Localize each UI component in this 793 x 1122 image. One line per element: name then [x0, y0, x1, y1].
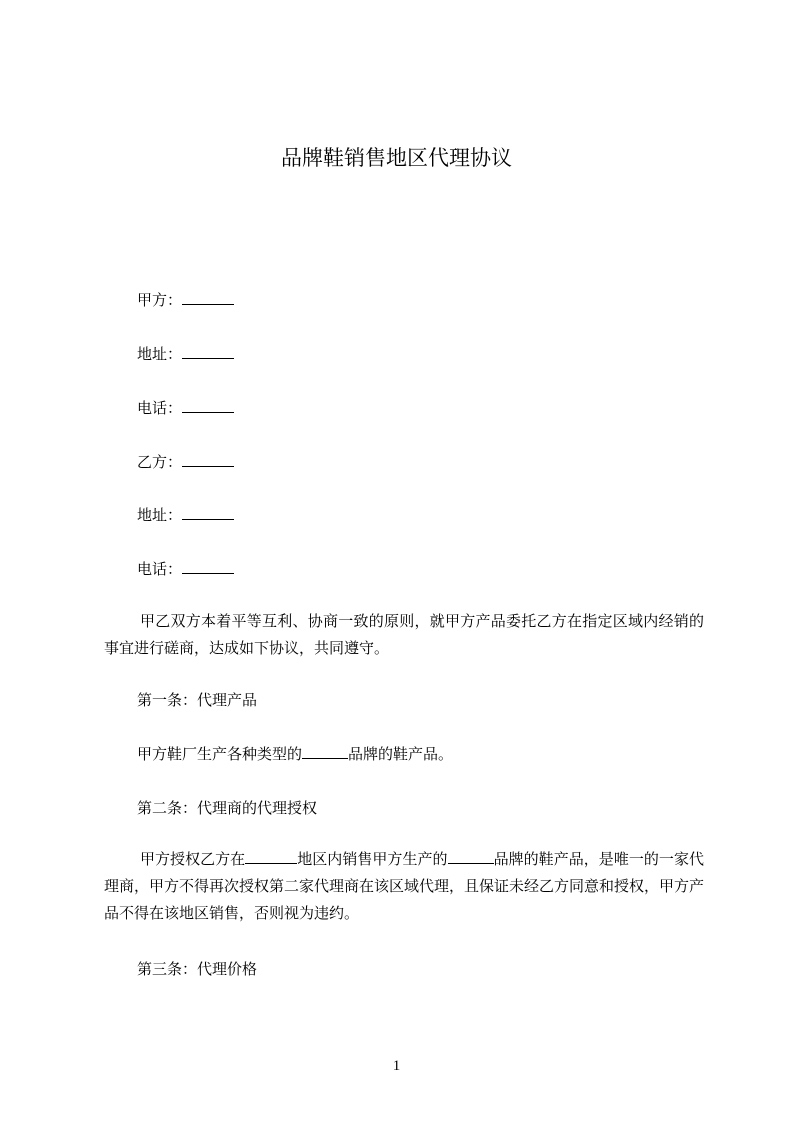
- blank-line: [182, 344, 234, 359]
- blank-line: [182, 505, 234, 520]
- field-label: 乙方：: [137, 453, 183, 471]
- party-b-phone-field: [137, 559, 234, 579]
- party-a-phone-field: [137, 398, 234, 418]
- text: 品牌的鞋产品。: [348, 745, 454, 763]
- document-title: 品牌鞋销售地区代理协议: [281, 146, 512, 170]
- field-label: 甲方：: [137, 291, 183, 309]
- text: 品牌的鞋产品，是唯一的一家代理商，甲方不得再次授权第二家代理商在该区域代理，且保证未经乙方同意和授权，甲方产品不得在该地区销售，否则视为违约。: [104, 850, 705, 922]
- article-2-heading: 第二条：代理商的代理授权: [137, 799, 318, 817]
- field-label: 地址：: [137, 506, 183, 524]
- field-label: 电话：: [137, 560, 183, 578]
- text: 地区内销售甲方生产的: [297, 850, 448, 868]
- blank-line: [182, 398, 234, 413]
- field-label: 地址：: [137, 345, 183, 363]
- party-b-field: [137, 452, 234, 472]
- blank-line: [182, 559, 234, 574]
- blank-line: [182, 290, 234, 305]
- party-b-address-field: [137, 505, 234, 525]
- text: 甲方鞋厂生产各种类型的: [137, 745, 303, 763]
- page-number: 1: [392, 1058, 401, 1074]
- party-a-field: [137, 290, 234, 310]
- blank-line: [448, 849, 494, 864]
- article-2-text: [104, 846, 704, 927]
- blank-line: [182, 452, 234, 467]
- party-a-address-field: [137, 344, 234, 364]
- article-1-text: [137, 744, 453, 764]
- intro-paragraph: 甲乙双方本着平等互利、协商一致的原则，就甲方产品委托乙方在指定区域内经销的事宜进行磋商，达成如下协议，共同遵守。: [104, 612, 704, 657]
- article-3-heading: 第三条：代理价格: [137, 960, 258, 978]
- field-label: 电话：: [137, 399, 183, 417]
- blank-line: [245, 849, 297, 864]
- text: 甲方授权乙方在: [140, 850, 246, 868]
- article-1-heading: 第一条：代理产品: [137, 691, 258, 709]
- blank-line: [302, 744, 348, 759]
